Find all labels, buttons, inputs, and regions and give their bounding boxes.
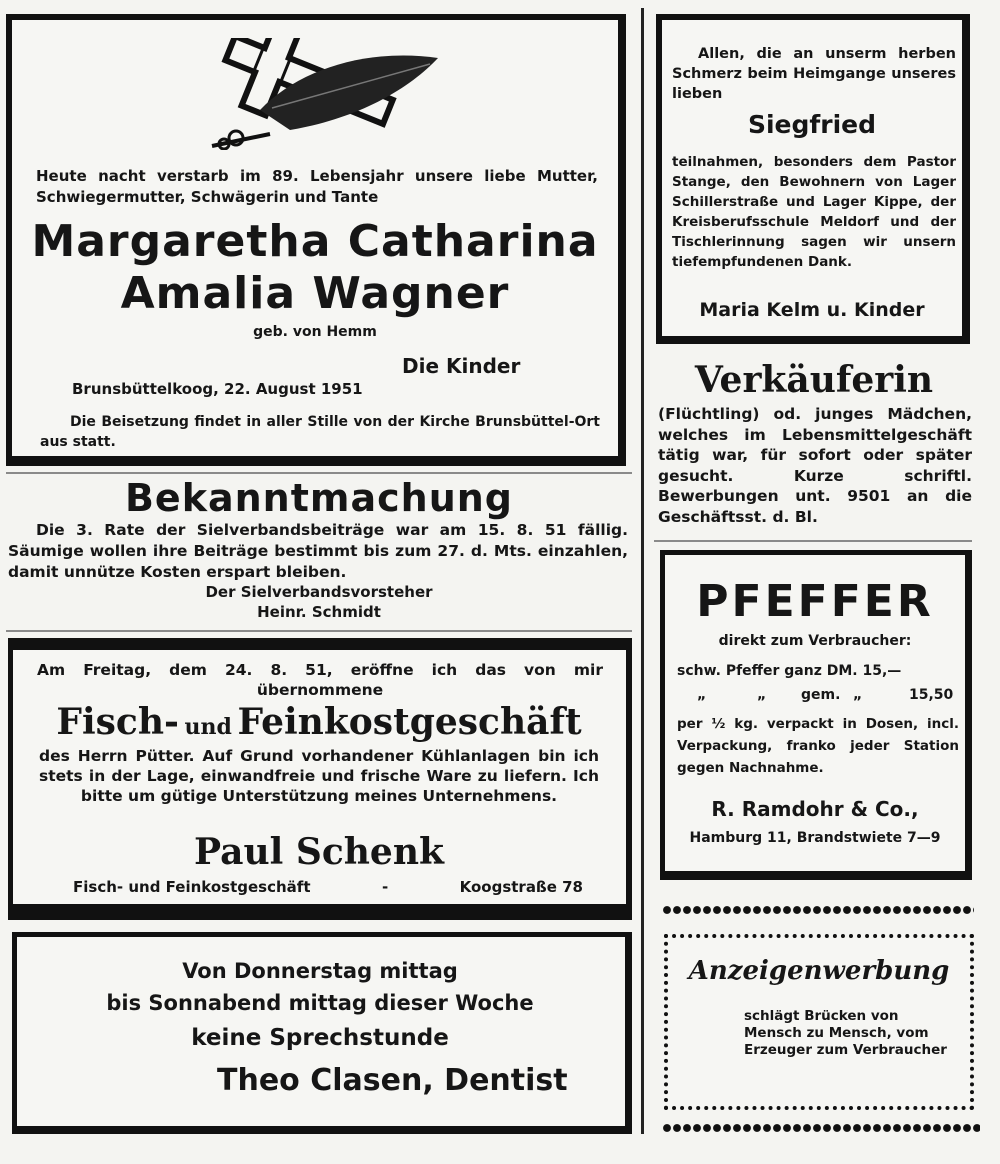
fish-shop-footer [73, 878, 583, 896]
obituary-intro: Heute nacht verstarb im 89. Lebensjahr unsere liebe Mutter, Schwiegermutter, Schwägerin und Tante [36, 167, 598, 206]
burial-info: Die Beisetzung findet in aller Stille von der Kirche Brunsbüttel-Ort aus statt. [40, 414, 600, 450]
maiden-name: geb. von Hemm [253, 324, 377, 340]
fish-shop-title [13, 700, 625, 751]
notice-body: Die 3. Rate der Sielverbandsbeiträge war am 15. 8. 51 fällig. Säumige wollen ihre Beiträge bestimmt bis zum 27. d. Mts. einzahlen, damit unnütze Kosten erspart bleiben. [8, 521, 628, 581]
dentist-name: Theo Clasen, Dentist [217, 1063, 568, 1098]
fish-shop-owner: Paul Schenk [194, 831, 444, 873]
deceased-name-line1: Margaretha Catharina [31, 216, 599, 267]
rule [6, 630, 632, 632]
fish-shop-title-a: Fisch- [56, 701, 179, 743]
fish-shop-title-b: und [184, 714, 232, 740]
pepper-address: Hamburg 11, Brandstwiete 7—9 [689, 830, 941, 846]
pepper-ground-price: 15,50 [909, 687, 954, 703]
fish-shop-footer-sep: - [381, 878, 389, 896]
notice-title: Bekanntmachung [124, 476, 514, 520]
ditto-mark: „ [853, 687, 863, 703]
column-divider [641, 8, 644, 1134]
notice-signer-title: Der Sielverbandsvorsteher [205, 583, 433, 601]
deceased-name-line2: Amalia Wagner [120, 268, 510, 319]
fish-shop-footer-left: Fisch- und Feinkostgeschäft [73, 878, 311, 896]
dentist-ad [12, 932, 632, 1134]
rule [654, 540, 972, 542]
job-body: (Flüchtling) od. junges Mädchen, welches im Lebensmittelgeschäft tätig war, für sofort oder später gesucht. Kurze schriftl. Bewerbungen unt. 9501 an die Geschäftsst. d. Bl. [658, 405, 972, 526]
thanks-intro: Allen, die an unserm herben Schmerz beim Heimgange unseres lieben [672, 46, 956, 102]
pepper-subtitle: direkt zum Verbraucher: [718, 633, 912, 649]
dotted-border [662, 1122, 980, 1134]
thanks-name: Siegfried [747, 110, 877, 139]
advert-promo [664, 934, 974, 1110]
pepper-terms: per ½ kg. verpackt in Dosen, incl. Verpackung, franko jeder Station gegen Nachnahme. [677, 716, 959, 776]
thanks-body: teilnahmen, besonders dem Pastor Stange, den Bewohnern von Lager Schillerstraße und Lager Kippe, der Kreisberufsschule Meldorf und der Tischlerinnung sagen wir unsern tiefempfundenen Dank. [672, 154, 956, 270]
fish-shop-title-c: Feinkostgeschäft [237, 701, 582, 743]
dentist-line3: keine Sprechstunde [191, 1025, 449, 1051]
place-date: Brunsbüttelkoog, 22. August 1951 [72, 380, 363, 398]
cross-palm-icon [200, 38, 450, 150]
pepper-company: R. Ramdohr & Co., [711, 797, 919, 821]
pepper-title: PFEFFER [696, 576, 934, 627]
advert-title: Anzeigenwerbung [688, 956, 950, 986]
pepper-price-row1: schw. Pfeffer ganz DM. 15,— [677, 663, 902, 679]
thanks-notice [656, 14, 970, 344]
pepper-ground-label: gem. [801, 687, 841, 703]
ditto-mark: „ [697, 687, 707, 703]
dotted-border [662, 904, 974, 916]
notice-signer-name: Heinr. Schmidt [257, 603, 381, 621]
pepper-ad [660, 550, 972, 880]
thanks-signoff: Maria Kelm u. Kinder [699, 299, 925, 321]
job-title: Verkäuferin [694, 359, 934, 401]
fish-shop-footer-right: Koogstraße 78 [459, 878, 583, 896]
obituary-notice [6, 14, 626, 466]
fish-shop-intro: Am Freitag, dem 24. 8. 51, eröffne ich das von mir übernommene [37, 661, 603, 699]
dentist-line1: Von Donnerstag mittag [182, 959, 458, 983]
dentist-line2: bis Sonnabend mittag dieser Woche [106, 991, 534, 1015]
ditto-mark: „ [757, 687, 767, 703]
fish-shop-body: des Herrn Pütter. Auf Grund vorhandener Kühlanlagen bin ich stets in der Lage, einwandfreie und frische Ware zu liefern. Ich bitte um gütige Unterstützung meines Unternehmens. [39, 747, 599, 805]
obituary-signoff: Die Kinder [402, 354, 521, 378]
advert-body: schlägt Brücken von Mensch zu Mensch, vom Erzeuger zum Verbraucher [744, 1008, 947, 1058]
fish-shop-ad [8, 638, 632, 920]
